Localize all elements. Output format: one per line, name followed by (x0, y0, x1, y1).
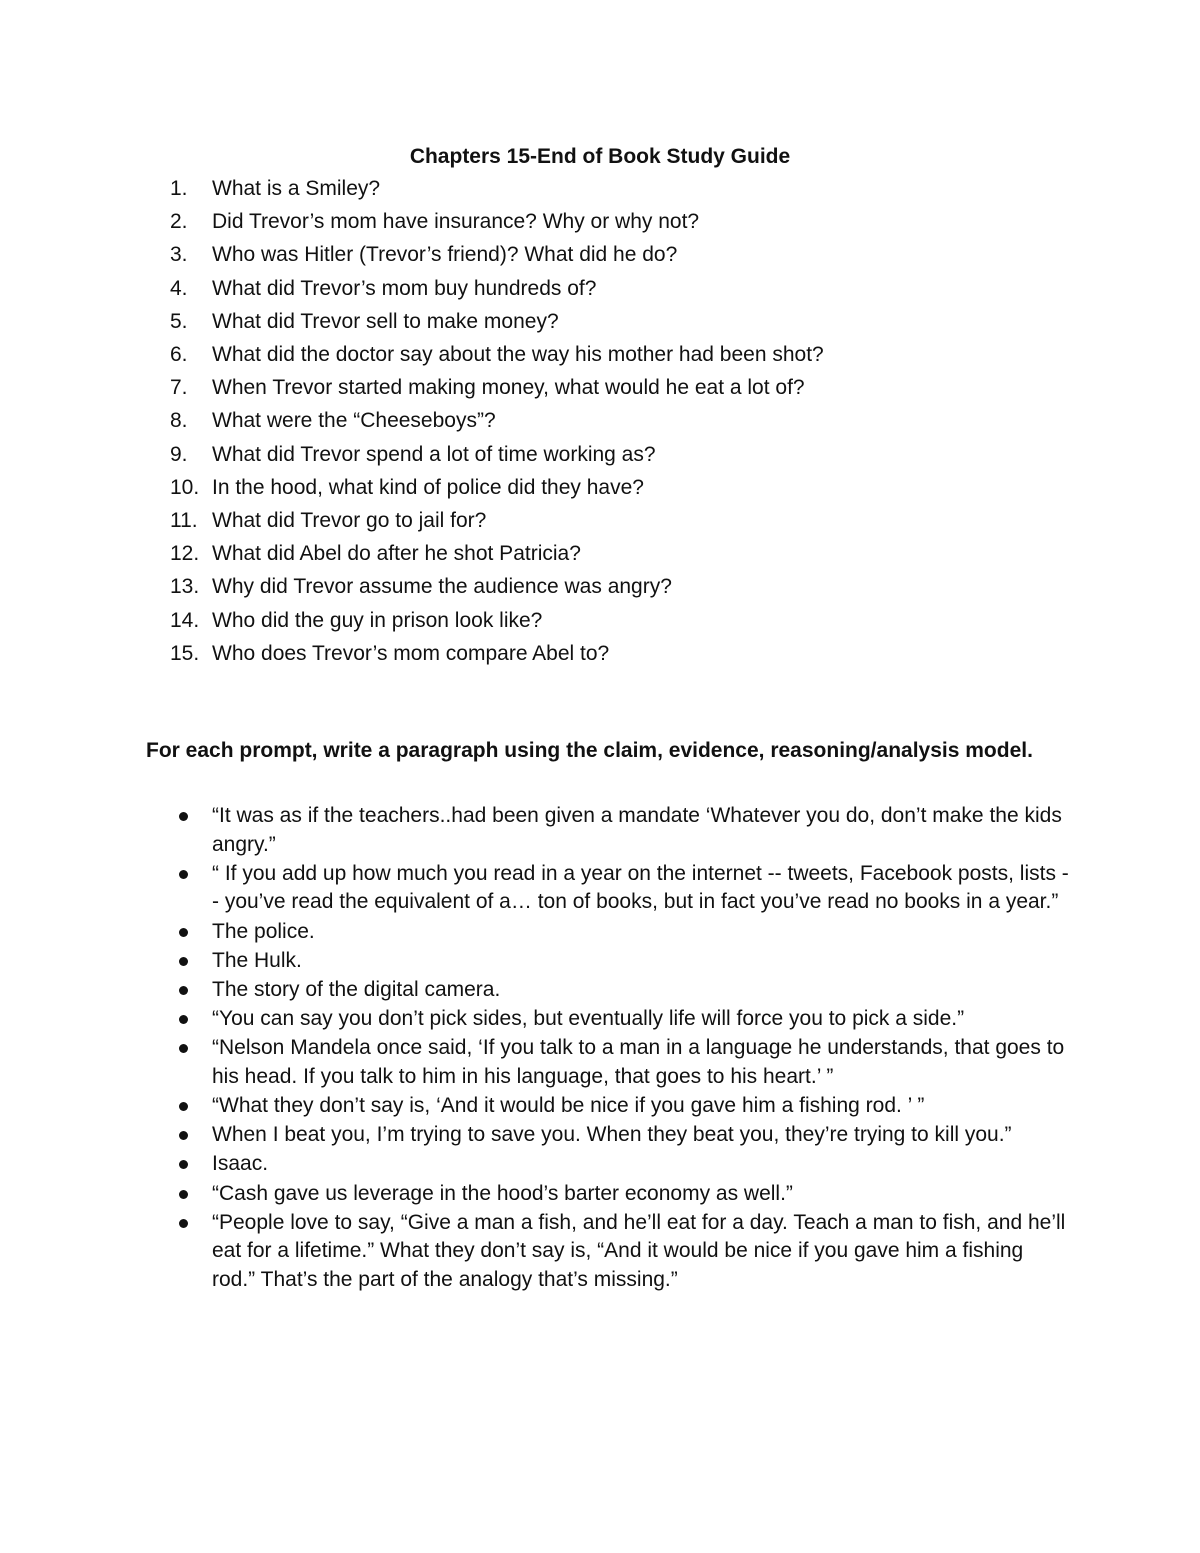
question-item (170, 371, 1070, 404)
prompt-text: “Cash gave us leverage in the hood’s barter economy as well.” (212, 1181, 793, 1205)
question-item (170, 471, 1070, 504)
question-number: 1. (170, 177, 188, 200)
question-item (170, 305, 1070, 338)
prompt-text: “You can say you don’t pick sides, but eventually life will force you to pick a side.” (212, 1007, 965, 1031)
question-text: What did the doctor say about the way his mother had been shot? (212, 343, 824, 367)
question-text: What did Trevor’s mom buy hundreds of? (212, 276, 597, 300)
question-number: 13. (170, 575, 200, 599)
prompt-text: “Nelson Mandela once said, ‘If you talk to a man in a language he understands, that goes to his head. If you talk to him in his language, that goes to his heart.’ ” (212, 1036, 1065, 1088)
question-text: Who was Hitler (Trevor’s friend)? What did he do? (212, 243, 678, 267)
prompt-list (170, 802, 1070, 1295)
prompt-item (170, 1150, 1070, 1179)
question-number: 4. (170, 276, 188, 300)
question-number: 5. (170, 309, 188, 333)
bullet-icon (170, 947, 212, 976)
question-item (170, 570, 1070, 603)
prompt-text: The police. (212, 919, 315, 943)
bullet-icon (170, 1209, 212, 1295)
prompt-text: When I beat you, I’m trying to save you. When they beat you, they’re trying to kill you.” (212, 1123, 1012, 1147)
prompt-item (170, 918, 1070, 947)
question-item (170, 272, 1070, 305)
prompt-item (170, 802, 1070, 859)
question-text: What did Abel do after he shot Patricia? (212, 542, 581, 566)
question-item (170, 504, 1070, 537)
question-number: 9. (170, 442, 188, 466)
prompt-text: The story of the digital camera. (212, 977, 501, 1001)
prompt-text: “What they don’t say is, ‘And it would be nice if you gave him a fishing rod. ’ ” (212, 1094, 925, 1118)
question-number: 7. (170, 376, 188, 400)
prompt-item (170, 1209, 1070, 1295)
prompt-text: “It was as if the teachers..had been given a mandate ‘Whatever you do, don’t make the kids angry.” (212, 804, 1062, 856)
prompt-item (170, 860, 1070, 917)
question-text: What did Trevor go to jail for? (212, 509, 487, 533)
prompt-item (170, 1092, 1070, 1121)
question-text: What is a Smiley? (212, 177, 381, 200)
prompt-item (170, 1005, 1070, 1034)
bullet-icon (170, 1180, 212, 1209)
bullet-icon (170, 802, 212, 859)
prompt-item (170, 1034, 1070, 1091)
question-item (170, 637, 1070, 670)
question-list (170, 172, 1070, 670)
question-text: What were the “Cheeseboys”? (212, 409, 496, 433)
question-text: What did Trevor sell to make money? (212, 309, 559, 333)
question-item (170, 404, 1070, 437)
question-number: 3. (170, 243, 188, 267)
question-item (170, 172, 1070, 205)
question-text: Who did the guy in prison look like? (212, 608, 543, 632)
question-item (170, 238, 1070, 271)
question-text: In the hood, what kind of police did they have? (212, 475, 644, 499)
question-number: 12. (170, 542, 200, 566)
prompt-item (170, 976, 1070, 1005)
question-number: 10. (170, 475, 200, 499)
instructions-heading: For each prompt, write a paragraph using the claim, evidence, reasoning/analysis model. (146, 739, 1033, 762)
question-item (170, 537, 1070, 570)
question-number: 6. (170, 343, 188, 367)
question-text: Why did Trevor assume the audience was angry? (212, 575, 672, 599)
question-item (170, 338, 1070, 371)
bullet-icon (170, 976, 212, 1005)
question-text: Did Trevor’s mom have insurance? Why or why not? (212, 210, 700, 234)
question-number: 11. (170, 509, 198, 533)
bullet-icon (170, 1121, 212, 1150)
bullet-icon (170, 1005, 212, 1034)
prompt-text: Isaac. (212, 1152, 269, 1176)
question-number: 2. (170, 210, 188, 234)
question-text: Who does Trevor’s mom compare Abel to? (212, 641, 610, 665)
prompt-item (170, 1121, 1070, 1150)
question-text: When Trevor started making money, what would he eat a lot of? (212, 376, 805, 400)
question-text: What did Trevor spend a lot of time working as? (212, 442, 656, 466)
prompt-item (170, 1180, 1070, 1209)
bullet-icon (170, 1034, 212, 1091)
question-item (170, 205, 1070, 238)
page-title: Chapters 15-End of Book Study Guide (409, 145, 791, 168)
prompt-text: “ If you add up how much you read in a year on the internet -- tweets, Facebook posts, lists -- you’ve read the equivalent of a… ton of books, but in fact you’ve read no books in a year.” (212, 861, 1069, 914)
prompt-item (170, 947, 1070, 976)
bullet-icon (170, 1092, 212, 1121)
bullet-icon (170, 860, 212, 917)
prompt-text: The Hulk. (212, 948, 302, 972)
question-item (170, 438, 1070, 471)
bullet-icon (170, 918, 212, 947)
question-number: 15. (170, 641, 200, 665)
question-item (170, 604, 1070, 637)
prompt-text: “People love to say, “Give a man a fish, and he’ll eat for a day. Teach a man to fish, and he’ll eat for a lifetime.” What they don’t say is, “And it would be nice if you gave him a fishing rod.” That’s the part of the analogy that’s missing.” (212, 1210, 1066, 1292)
question-number: 8. (170, 409, 188, 433)
question-number: 14. (170, 608, 200, 632)
bullet-icon (170, 1150, 212, 1179)
